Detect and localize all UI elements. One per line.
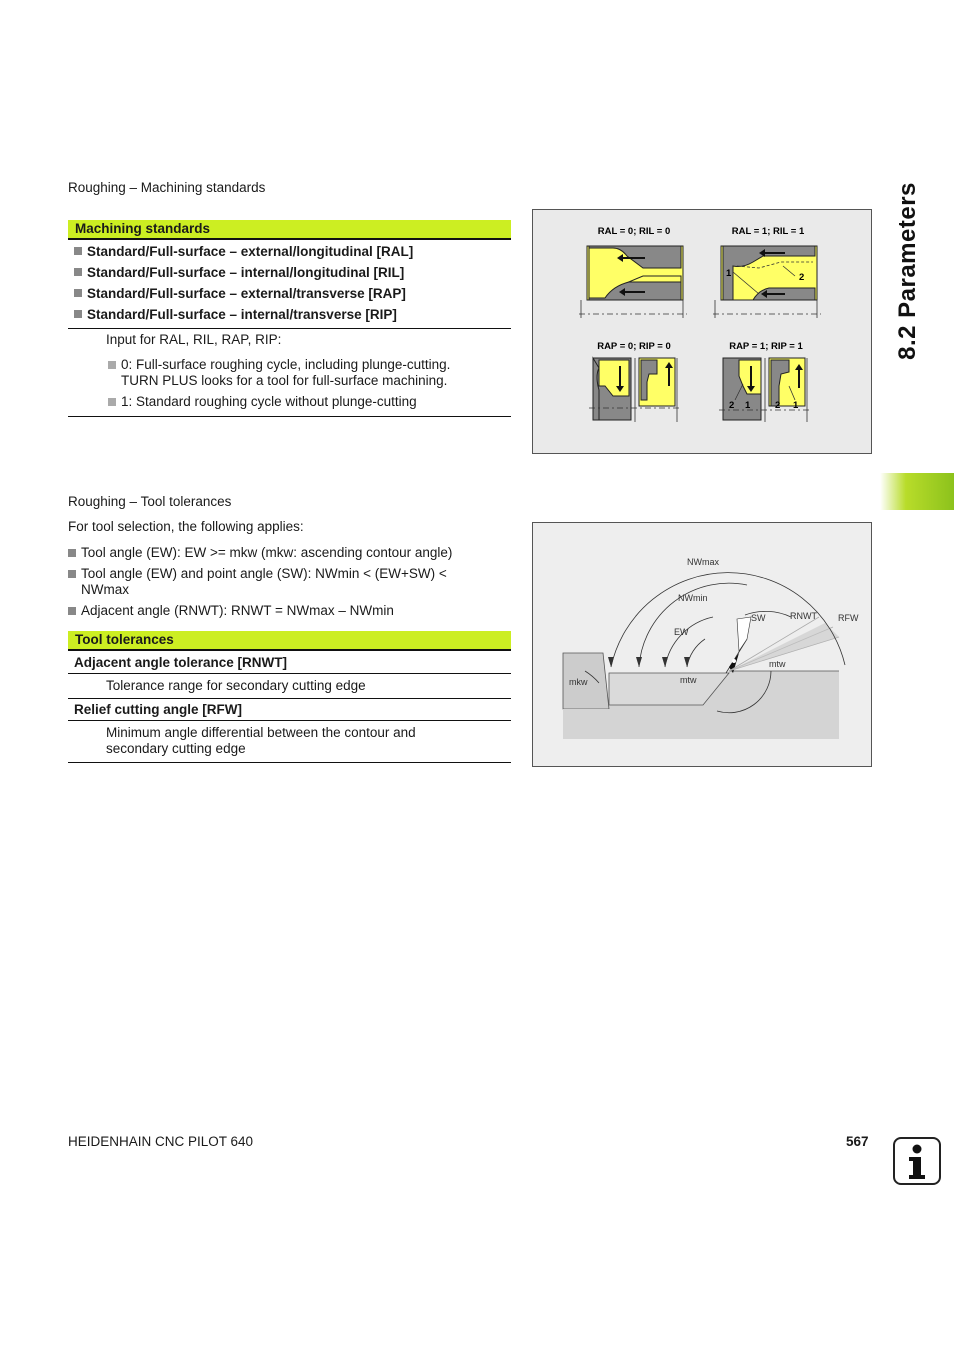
diagram-ral1: [713, 246, 821, 318]
page-number: 567: [846, 1134, 869, 1149]
label-rap0: RAP = 0; RIP = 0: [597, 341, 671, 352]
machining-standards-table: [68, 220, 511, 417]
table-header: Tool tolerances: [68, 631, 511, 651]
label-ral0: RAL = 0; RIL = 0: [597, 226, 671, 237]
option-1: 1: Standard roughing cycle without plunge-cutting: [68, 389, 511, 416]
tool-tolerances-diagram: [533, 523, 871, 766]
num-2: 2: [775, 400, 781, 411]
bullet-icon: [74, 268, 82, 276]
param-ral: Standard/Full-surface – external/longitudinal [RAL]: [68, 241, 511, 262]
section-tab-title: [870, 176, 945, 366]
row-rnwt-name: Adjacent angle tolerance [RNWT]: [74, 655, 288, 670]
bullet-icon: [108, 398, 116, 406]
bullet-icon: [108, 361, 116, 369]
figure-roughing-standards: [532, 209, 872, 454]
roughing-standards-diagram: [533, 210, 871, 453]
input-intro: Input for RAL, RIL, RAP, RIP:: [106, 332, 282, 347]
bullet-icon: [74, 310, 82, 318]
divider: [68, 762, 511, 763]
rule-item: Tool angle (EW): EW >= mkw (mkw: ascending contour angle): [68, 545, 488, 561]
rule-item: Tool angle (EW) and point angle (SW): NWmin < (EW+SW) < NWmax: [68, 566, 488, 598]
num-1: 1: [745, 400, 751, 411]
label-ew: EW: [674, 627, 689, 637]
num-2: 2: [729, 400, 735, 411]
row-rfw-desc: Minimum angle differential between the contour and secondary cutting edge: [106, 725, 416, 756]
bullet-icon: [68, 549, 76, 557]
section-title: 8.2 Parameters: [893, 182, 921, 360]
label-mtw-2: mtw: [769, 659, 786, 669]
label-rap1: RAP = 1; RIP = 1: [729, 341, 803, 352]
num-2: 2: [799, 272, 805, 283]
caption-machining-standards: Roughing – Machining standards: [68, 180, 266, 195]
option-0: 0: Full-surface roughing cycle, including plunge-cutting. TURN PLUS looks for a tool for full-surface machining.: [68, 348, 511, 389]
diagram-rap1: [719, 358, 809, 422]
bullet-icon: [74, 289, 82, 297]
num-1: 1: [726, 268, 732, 279]
info-icon: [893, 1137, 941, 1185]
label-rnwt: RNWT: [790, 611, 817, 621]
figure-tool-tolerances: [532, 522, 872, 767]
label-nwmin: NWmin: [678, 593, 708, 603]
label-rfw: RFW: [838, 613, 859, 623]
tool-selection-intro: For tool selection, the following applies:: [68, 519, 304, 534]
param-rap: Standard/Full-surface – external/transverse [RAP]: [68, 283, 511, 304]
caption-tool-tolerances: Roughing – Tool tolerances: [68, 494, 232, 509]
tool-tolerances-table: [68, 631, 511, 763]
bullet-icon: [68, 570, 76, 578]
diagram-ral0: [579, 246, 687, 318]
param-ril: Standard/Full-surface – internal/longitudinal [RIL]: [68, 262, 511, 283]
bullet-icon: [68, 607, 76, 615]
num-1: 1: [793, 400, 799, 411]
footer-manual-title: HEIDENHAIN CNC PILOT 640: [68, 1134, 254, 1149]
label-mkw: mkw: [569, 677, 588, 687]
divider: [68, 416, 511, 417]
chapter-marker-tab: [880, 473, 954, 510]
row-rfw-name: Relief cutting angle [RFW]: [74, 702, 242, 717]
bullet-icon: [74, 247, 82, 255]
table-header: Machining standards: [68, 220, 511, 240]
diagram-rap0: [589, 358, 679, 422]
label-sw: SW: [751, 613, 766, 623]
row-rnwt-desc: Tolerance range for secondary cutting edge: [106, 678, 366, 693]
label-nwmax: NWmax: [687, 557, 719, 567]
param-rip: Standard/Full-surface – internal/transverse [RIP]: [68, 304, 511, 325]
label-mtw-1: mtw: [680, 675, 697, 685]
rule-item: Adjacent angle (RNWT): RNWT = NWmax – NWmin: [68, 603, 488, 619]
label-ral1: RAL = 1; RIL = 1: [731, 226, 805, 237]
tool-rules-list: [68, 545, 488, 619]
